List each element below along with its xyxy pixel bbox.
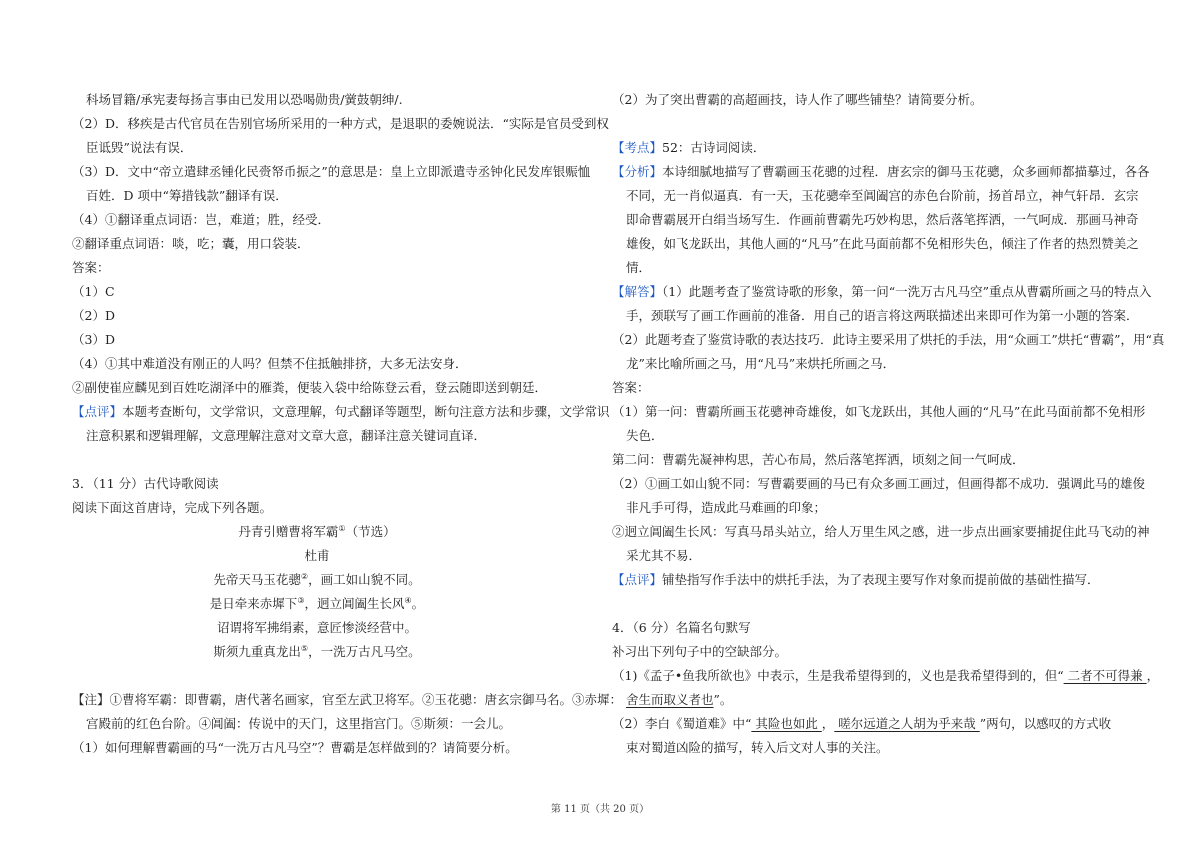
blank-answer: 二者不可得兼 [1063, 668, 1147, 683]
comment-tag: 【点评】 [72, 404, 123, 419]
footnote-mark: ② [300, 571, 309, 581]
solution-line: 【解答】（1）此题考查了鉴赏诗歌的形象，第一问“一洗万古凡马空”重点从曹霸所画之马的特点入 [612, 284, 1152, 299]
comment-tag: 【点评】 [612, 572, 663, 587]
spacer [72, 664, 562, 688]
text-line: 龙”来比喻所画之马，用“凡马”来烘托所画之马． [626, 356, 896, 371]
text-line: ②翻译重点词语：啖，吃；囊，用口袋装． [72, 236, 310, 251]
comment-line [72, 400, 610, 424]
fill-line: 舍生而取义者也”。 [626, 692, 733, 707]
answer-line: 失色． [626, 428, 664, 443]
poem-line: 斯须九重真龙出⑤，一洗万古凡马空。 [213, 643, 421, 659]
text-line: 阅读下面这首唐诗，完成下列各题。 [72, 500, 273, 515]
spacer [612, 592, 1102, 616]
page-footer: 第 11 页（共 20 页） [550, 804, 650, 815]
answer-line: （2）①画工如山貌不同：写曹霸要画的马已有众多画工画过，但画得都不成功．强调此马的雄俊 [612, 476, 1145, 491]
answer-line: （4）①其中难道没有刚正的人吗？但禁不住抵触排挤，大多无法安身． [72, 356, 468, 371]
poem-line: 是日牵来赤墀下③，迥立阊阖生长风④。 [209, 595, 425, 611]
analysis-tag: 【分析】 [612, 164, 663, 179]
poem-line: 先帝天马玉花骢②，画工如山貌不同。 [213, 571, 421, 587]
text-line: 雄俊，如飞龙跃出，其他人画的“凡马”在此马面前都不免相形失色，倾注了作者的热烈赞美之 [626, 236, 1139, 251]
text-line: 情． [626, 260, 652, 275]
spacer [612, 112, 1102, 136]
poem-line: 诏谓将军拂绢素，意匠惨淡经营中。 [216, 620, 417, 635]
left-column [72, 88, 623, 760]
answer-line: 非凡手可得，造成此马难画的印象； [626, 500, 827, 515]
note-line: 宫殿前的红色台阶。④阊阖：传说中的天门，这里指宫门。⑤斯须：一会儿。 [86, 716, 512, 731]
text-line: （4）①翻译重点词语：岂，难道；胜，经受． [72, 212, 330, 227]
answer-line: （3）D [72, 332, 115, 347]
text-line: （2）D．移疾是古代官员在告别官场所采用的一种方式，是退职的委婉说法．“实际是官员受到权 [72, 116, 609, 131]
fill-line: （2）李白《蜀道难》中“ 其险也如此 ， 嗟尔远道之人胡为乎来哉 ”两句，以感叹的方式收 [612, 716, 1112, 731]
text-line: 束对蜀道凶险的描写，转入后文对人事的关注。 [626, 740, 889, 755]
blank-answer: 其险也如此 [751, 716, 822, 731]
comment-text: 本题考查断句，文学常识，文意理解，句式翻译等题型，断句注意方法和步骤，文学常识 [122, 404, 610, 419]
comment-line: 【点评】铺垫指写作手法中的烘托手法，为了表现主要写作对象而提前做的基础性描写． [612, 572, 1100, 587]
fill-line: （1)《孟子•鱼我所欲也》中表示，生是我希望得到的，义也是我希望得到的，但“ 二者不可得兼 ， [612, 668, 1160, 683]
right-column [612, 88, 1165, 760]
topic-tag: 【考点】 [612, 140, 663, 155]
footnote-mark: ③ [297, 595, 305, 605]
note-line: 【注】①曹将军霸：即曹霸，唐代著名画家，官至左武卫将军。②玉花骢：唐玄宗御马名。③赤墀： [72, 692, 623, 707]
text-line: （3）D．文中“帝立遣肆丞锺化民赍帑币振之”的意思是：皇上立即派遣寺丞钟化民发库银赈恤 [72, 164, 591, 179]
text-line: 科场冒籍/承宪妻每扬言事由已发用以恐喝勋贵/黉鼓朝绅/. [86, 92, 403, 107]
solution-tag: 【解答】 [612, 284, 663, 299]
footnote-mark: ⑤ [300, 643, 309, 653]
text-line: 臣诋毁”说法有误． [86, 140, 193, 155]
footnote-mark: ① [338, 523, 346, 533]
answer-line: 采尤其不易． [626, 548, 702, 563]
answer-line: 第二问：曹霸先凝神构思，苦心布局，然后落笔挥洒，顷刻之间一气呵成． [612, 452, 1025, 467]
topic-line: 【考点】52：古诗词阅读． [612, 140, 766, 155]
text-line: 即命曹霸展开白绢当场写生．作画前曹霸先巧妙构思，然后落笔挥洒，一气呵成．那画马神奇 [626, 212, 1139, 227]
blank-answer: 嗟尔远道之人胡为乎来哉 [834, 716, 980, 731]
blank-answer: 舍生而取义者也 [626, 692, 714, 707]
answer-line: ②迥立阊阖生长风：写真马昂头站立，给人万里生风之感，进一步点出画家要捕捉住此马飞动的神 [612, 524, 1150, 539]
text-line: （2）此题考查了鉴赏诗歌的表达技巧．此诗主要采用了烘托的手法，用“众画工”烘托“曹霸”，用“真 [612, 332, 1165, 347]
poem-author: 杜甫 [304, 548, 330, 563]
spacer [72, 448, 562, 472]
text-line: 手，颈联写了画工作画前的准备．用自己的语言将这两联描述出来即可作为第一小题的答案． [626, 308, 1139, 323]
answer-heading: 答案： [612, 380, 650, 395]
question-heading: 4．（6 分）名篇名句默写 [612, 620, 751, 635]
question-line: （2）为了突出曹霸的高超画技，诗人作了哪些铺垫？请简要分析。 [612, 92, 983, 107]
poem-title: 丹青引赠曹将军霸①（节选） [238, 523, 396, 539]
answer-heading: 答案： [72, 260, 110, 275]
question-line: （1）如何理解曹霸画的马“一洗万古凡马空”？曹霸是怎样做到的？请简要分析。 [72, 740, 518, 755]
answer-line: （2）D [72, 308, 115, 323]
text-line: 补习出下列句子中的空缺部分。 [612, 644, 788, 659]
footnote-mark: ④ [404, 595, 412, 605]
answer-line: （1）C [72, 284, 115, 299]
answer-line: （1）第一问：曹霸所画玉花骢神奇雄俊，如飞龙跃出，其他人画的“凡马”在此马面前都不免相形 [612, 404, 1146, 419]
question-heading: 3．（11 分）古代诗歌阅读 [72, 476, 219, 491]
text-line: 注意积累和逻辑理解，文意理解注意对文章大意，翻译注意关键词直译． [86, 428, 487, 443]
answer-line: ②副使崔应麟见到百姓吃湖泽中的雁粪，便装入袋中给陈登云看，登云随即送到朝廷． [72, 380, 548, 395]
text-line: 百姓．D 项中“筹措钱款”翻译有误． [86, 188, 288, 203]
text-line: 不同，无一肖似逼真．有一天，玉花骢牵至阊阖宫的赤色台阶前，扬首昂立，神气轩昂．玄宗 [626, 188, 1139, 203]
analysis-line: 【分析】本诗细腻地描写了曹霸画玉花骢的过程．唐玄宗的御马玉花骢，众多画师都描摹过，各各 [612, 164, 1150, 179]
